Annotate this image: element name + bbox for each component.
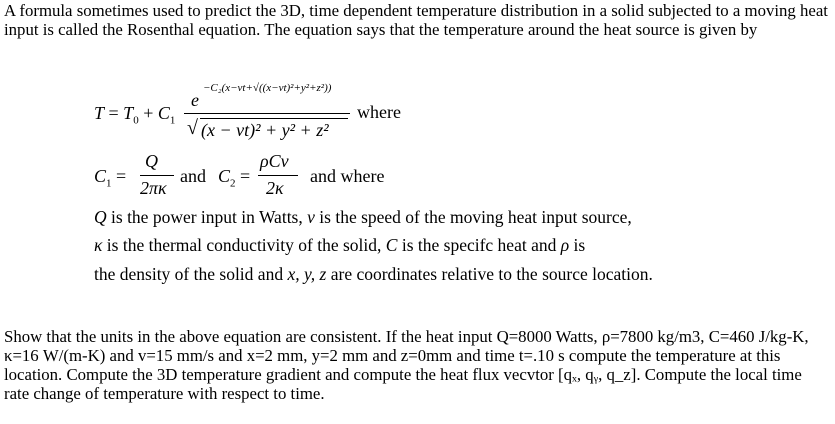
- c2-lhs: $C_2$ =: [218, 166, 251, 190]
- c1-numerator: Q: [145, 151, 158, 171]
- equation-where-label: where: [357, 102, 401, 122]
- and-label: and: [180, 166, 206, 186]
- c1-denominator: 2πκ: [140, 178, 167, 198]
- equation-sqrt-bar: [200, 118, 348, 119]
- description-line-2: κ is the thermal conductivity of the solid, C is the specifc heat and ρ is: [94, 235, 586, 255]
- equation-denominator: (x − vt)² + y² + z²: [201, 120, 329, 140]
- c2-denominator: 2κ: [266, 178, 284, 198]
- intro-paragraph: A formula sometimes used to predict the 3D, time dependent temperature distribution in a solid subjected to a moving heat input is called the Rosenthal equation. The equation says that the temperature around the heat source is given by: [4, 1, 828, 39]
- equation-exponent: −C₂(x−vt+√((x−vt)²+y²+z²)): [203, 82, 332, 94]
- equation-numerator-e: e: [191, 90, 199, 110]
- description-line-3: the density of the solid and x, y, z are coordinates relative to the source location.: [94, 264, 653, 284]
- equation-sqrt-sign: √: [187, 117, 198, 139]
- c2-fraction-bar: [258, 175, 298, 176]
- and-where-label: and where: [310, 166, 385, 186]
- description-line-1: Q is the power input in Watts, v is the speed of the moving heat input source,: [94, 207, 632, 227]
- equation-fraction-bar: [184, 113, 350, 114]
- c1-fraction-bar: [140, 175, 174, 176]
- c2-numerator: ρCv: [260, 151, 289, 171]
- c1-lhs: $C_1$ =: [94, 166, 127, 190]
- equation-lhs: $T = T_0 + C_1$: [94, 103, 176, 127]
- problem-statement: Show that the units in the above equation are consistent. If the heat input Q=8000 Watts, ρ=7800 kg/m3, C=460 J/kg-K, κ=16 W/(m-K) and v=15 mm/s and x=2 mm, y=2 mm and z=0mm and time t=.10 s compute the temperature at this location. Compute the 3D temperature gradient and compute the heat flux vecvtor [qₓ, qᵧ, q_z]. Compute the local time rate change of temperature with respect to time.: [4, 327, 809, 403]
